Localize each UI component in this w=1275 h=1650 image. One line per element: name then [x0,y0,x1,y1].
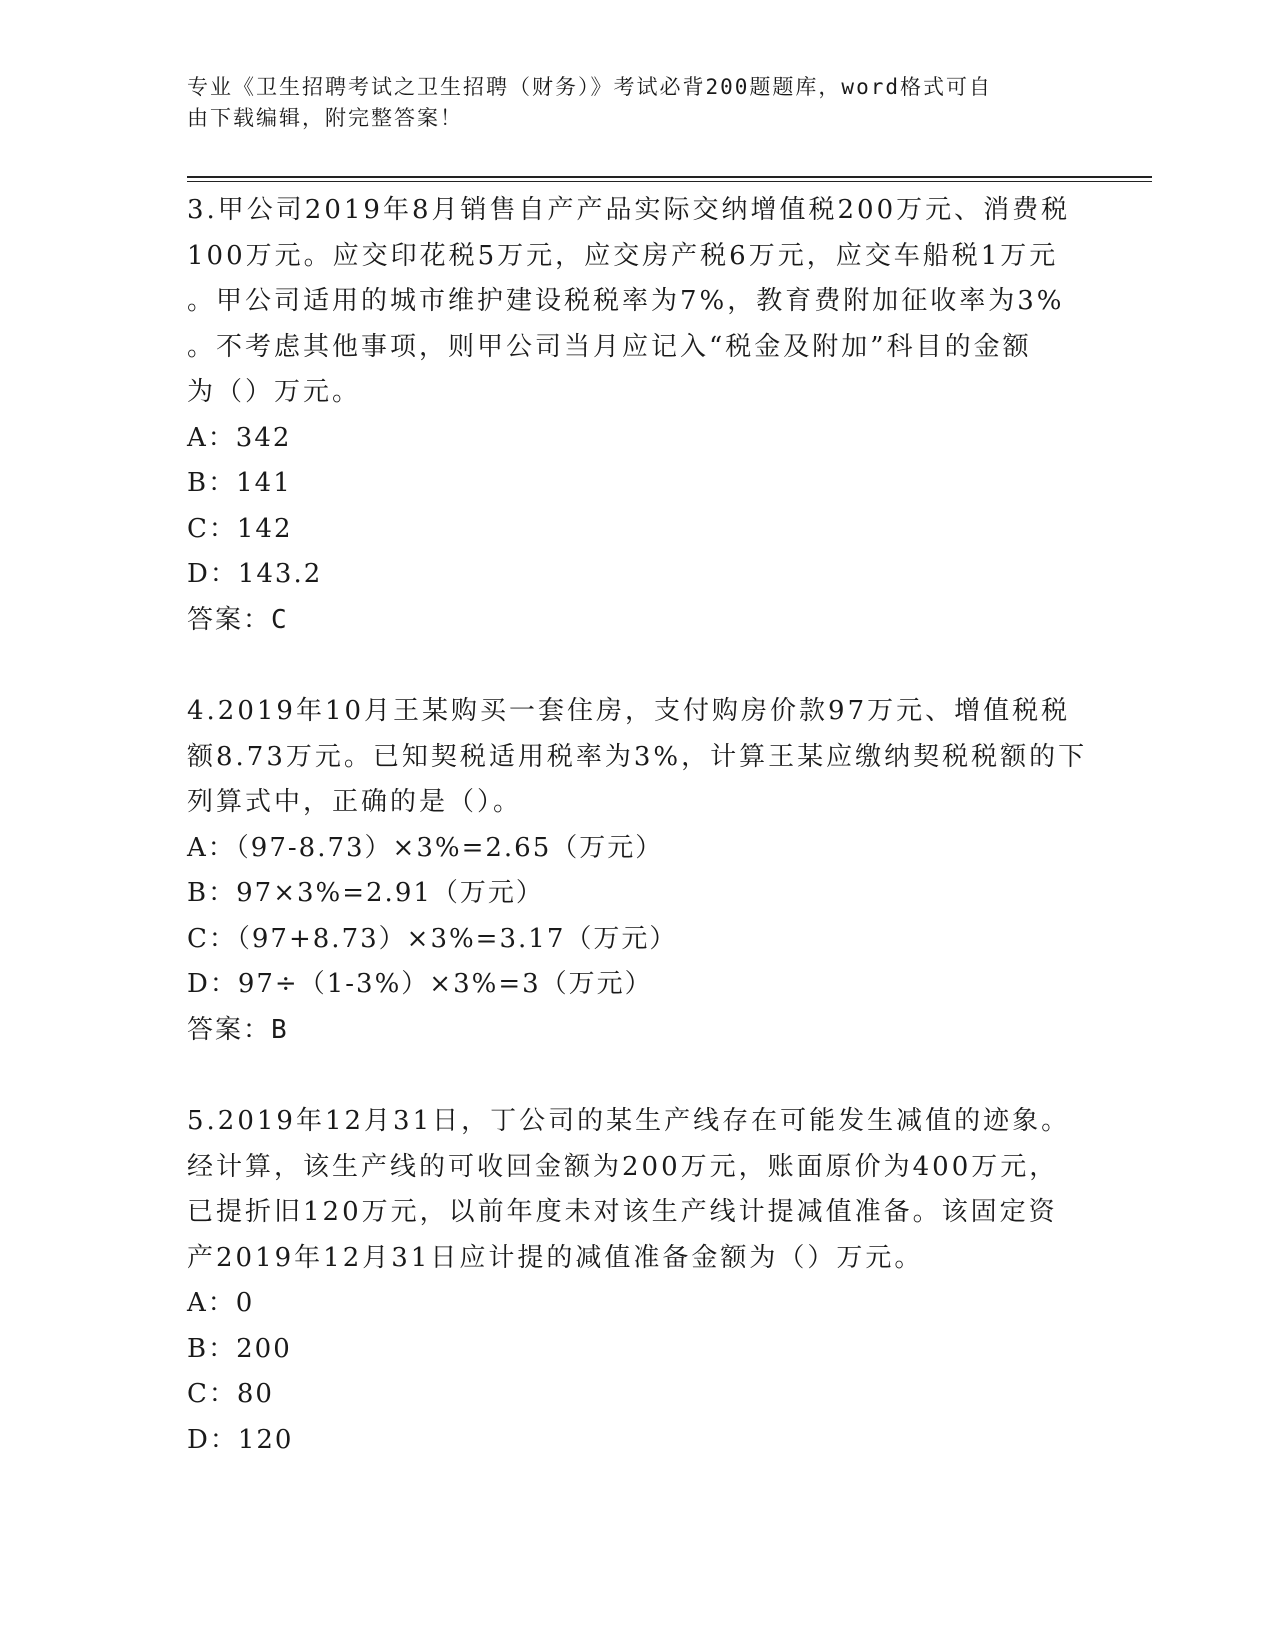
question-3 [187,188,1087,643]
option-b: B：141 [187,468,292,498]
option-d: D：97÷（1-3%）×3%=3（万元） [187,969,653,999]
option-a: A：0 [187,1288,255,1318]
header-divider-thin [187,181,1152,182]
header-divider-thick [187,176,1152,178]
answer-value: C [271,604,289,635]
question-4-text [187,689,1087,826]
answer-value: B [271,1014,289,1045]
question-text-line: 额8.73万元。已知契税适用税率为3%，计算王某应缴纳契税税额的下 [187,741,1088,772]
question-text-line: 。不考虑其他事项，则甲公司当月应记入“税金及附加”科目的金额 [187,331,1032,362]
option-c: C：（97+8.73）×3%=3.17（万元） [187,923,678,954]
question-text-line: 产2019年12月31日应计提的减值准备金额为（）万元。 [187,1242,924,1273]
answer-label: 答案： [187,1014,272,1045]
answer-line [187,598,1087,644]
header-line-1: 专业《卫生招聘考试之卫生招聘（财务）》考试必背200题题库，word格式可自 [187,75,992,99]
answer-line [187,1008,1087,1054]
option-d: D：143.2 [187,559,323,589]
option-a: A：342 [187,422,292,453]
question-spacer [187,643,1087,689]
question-text-line: 4.2019年10月王某购买一套住房，支付购房价款97万元、增值税税 [187,696,1071,726]
option-c: C：142 [187,513,293,544]
option-d: D：120 [187,1424,294,1455]
question-text-line: 列算式中，正确的是（）。 [187,787,523,817]
header-line-2: 由下载编辑，附完整答案！ [187,106,463,130]
question-text-line: 5.2019年12月31日，丁公司的某生产线存在可能发生减值的迹象。 [187,1106,1071,1136]
option-a: A：（97-8.73）×3%=2.65（万元） [187,832,664,863]
option-c: C：80 [187,1379,274,1409]
question-5-text [187,1099,1087,1281]
question-spacer [187,1053,1087,1099]
answer-label: 答案： [187,604,272,635]
question-text-line: 为（）万元。 [187,377,362,407]
question-text-line: 经计算，该生产线的可收回金额为200万元，账面原价为400万元， [187,1151,1059,1182]
question-text-line: 3.甲公司2019年8月销售自产产品实际交纳增值税200万元、消费税 [187,195,1071,225]
question-5 [187,1099,1087,1463]
question-text-line: 已提折旧120万元，以前年度未对该生产线计提减值准备。该固定资 [187,1197,1058,1227]
option-b: B：200 [187,1333,292,1364]
question-3-text [187,188,1087,416]
question-text-line: 100万元。应交印花税5万元，应交房产税6万元，应交车船税1万元 [187,240,1059,271]
document-header [187,72,1067,134]
option-b: B：97×3%=2.91（万元） [187,878,544,908]
question-4 [187,689,1087,1053]
question-list [187,188,1087,1463]
question-text-line: 。甲公司适用的城市维护建设税税率为7%，教育费附加征收率为3% [187,286,1065,316]
